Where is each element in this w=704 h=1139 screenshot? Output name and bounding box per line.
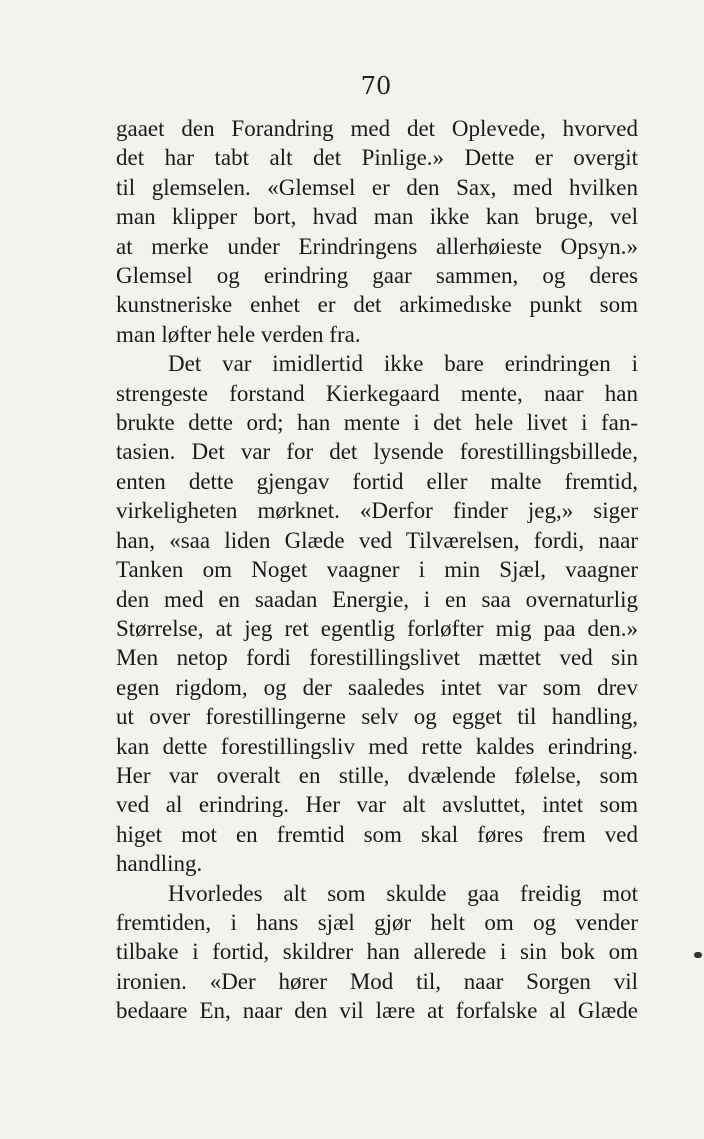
ink-mark [694,952,702,958]
text-line: Men netop fordi forestillingslivet mættet ved sin [116,645,638,671]
body-text [116,114,638,1026]
text-line: Glemsel og erindring gaar sammen, og deres [116,263,638,289]
text-line: at merke under Erindringens allerhøieste Opsyn.» [116,233,638,259]
text-line: Det var imidlertid ikke bare erindringen i [168,351,638,377]
text-line: Hvorledes alt som skulde gaa freidig mot [168,880,638,906]
text-line: det har tabt alt det Pinlige.» Dette er overgit [116,145,638,171]
text-line: man klipper bort, hvad man ikke kan bruge, vel [116,204,638,230]
text-line: Tanken om Noget vaagner i min Sjæl, vaagner [116,557,638,583]
page-number: 70 [360,72,392,100]
text-line: gaaet den Forandring med det Oplevede, hvorved [116,116,638,141]
text-line: ut over forestillingerne selv og egget til handling, [116,704,638,730]
text-line: tasien. Det var for det lysende forestillingsbillede, [116,439,638,465]
text-line: handling. [116,851,203,877]
text-line: Her var overalt en stille, dvælende følelse, som [116,762,638,788]
text-line: virkeligheten mørknet. «Derfor finder jeg,» siger [116,498,638,524]
text-line: ved al erindring. Her var alt avsluttet, intet som [116,792,638,818]
text-line: Størrelse, at jeg ret egentlig forløfter mig paa den.» [116,615,638,641]
text-line: kunstneriske enhet er det arkimedıske punkt som [116,292,638,318]
text-line: tilbake i fortid, skildrer han allerede i sin bok om [116,939,638,965]
text-line: bedaare En, naar den vil lære at forfalske al Glæde [116,998,638,1024]
text-line: man løfter hele verden fra. [116,321,361,347]
text-line: kan dette forestillingsliv med rette kaldes erindring. [116,733,638,759]
text-line: brukte dette ord; han mente i det hele livet i fan- [116,410,638,436]
text-line: ironien. «Der hører Mod til, naar Sorgen vil [116,968,638,994]
text-line: fremtiden, i hans sjæl gjør helt om og vender [116,909,638,935]
text-line: enten dette gjengav fortid eller malte fremtid, [116,468,638,494]
text-line: han, «saa liden Glæde ved Tilværelsen, fordi, naar [116,527,638,553]
text-line: den med en saadan Energie, i en saa overnaturlig [116,586,638,612]
text-line: egen rigdom, og der saaledes intet var som drev [116,674,638,700]
text-line: higet mot en fremtid som skal føres frem ved [116,821,638,847]
text-line: strengeste forstand Kierkegaard mente, naar han [116,380,638,406]
text-line: til glemselen. «Glemsel er den Sax, med hvilken [116,174,638,200]
